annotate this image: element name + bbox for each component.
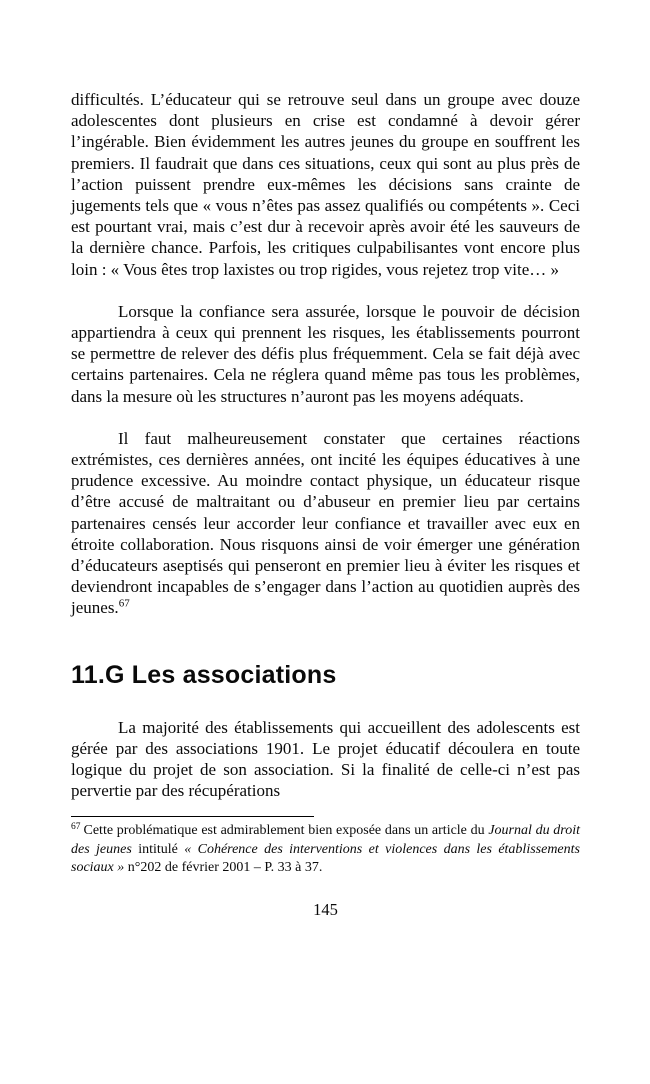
- paragraph-reactions-extremistes: [71, 428, 580, 619]
- footnote-marker: 67: [71, 821, 81, 832]
- footnote-segment: n°202 de février 2001 – P. 33 à 37.: [124, 860, 323, 876]
- paragraph-majorite-etablissements: La majorité des établissements qui accueillent des adolescents est gérée par des associations 1901. Le projet éducatif découlera en toute logique du projet de son association. Si la finalité de celle-ci n’est pas pervertie par des récupérations: [71, 717, 580, 801]
- footnote-segment-italic-journal: Journal du droit des jeunes: [71, 823, 580, 857]
- paragraph-confiance: Lorsque la confiance sera assurée, lorsque le pouvoir de décision appartiendra à ceux qui prennent les risques, les établissements pourront se permettre de relever des défis plus fréquemment. Cela se fait déjà avec certains partenaires. Cela ne réglera quand même pas tous les problèmes, dans la mesure où les structures n’auront pas les moyens adéquats.: [71, 301, 580, 406]
- footnote-segment: Cette problématique est admirablement bien exposée dans un article du: [83, 823, 489, 839]
- section-heading-les-associations: 11.G Les associations: [71, 660, 337, 689]
- footnote-segment-italic-article-title: « Cohérence des interventions et violences dans les établissements sociaux »: [71, 841, 580, 876]
- paragraph-difficultes: difficultés. L’éducateur qui se retrouve seul dans un groupe avec douze adolescentes dont plusieurs en crise est condamné à devoir gérer l’ingérable. Bien évidemment les autres jeunes du groupe en souffrent les premiers. Il faudrait que dans ces situations, ceux qui sont au plus près de l’action puissent prendre eux-mêmes les décisions sans crainte de jugements tels que « vous n’êtes pas assez qualifiés ou compétents ». Ceci est pourtant vrai, mais c’est dur à recevoir après avoir été les sauveurs de la dernière chance. Parfois, les critiques culpabilisantes vont encore plus loin : « Vous êtes trop laxistes ou trop rigides, vous rejetez trop vite… »: [71, 90, 580, 279]
- footnote-block: [71, 816, 580, 878]
- paragraph-text: Il faut malheureusement constater que certaines réactions extrémistes, ces dernières années, ont incité les équipes éducatives à une prudence excessive. Au moindre contact physique, un éducateur risque d’être accusé de maltraitant ou d’abuseur en premier lieu par certains partenaires censés leur accorder leur confiance et travailler avec eux en étroite collaboration. Nous risquons ainsi de voir émerger une génération d’éducateurs aseptisés qui penseront en premier lieu à éviter les risques et deviendront incapables de s’engager dans l’action au quotidien auprès des jeunes.: [71, 428, 580, 618]
- footnote-text: [71, 822, 580, 878]
- footnote-separator-rule: [71, 816, 314, 817]
- footnote-reference: 67: [118, 597, 130, 610]
- page-number: 145: [313, 899, 338, 919]
- footnote-segment: intitulé: [131, 841, 185, 857]
